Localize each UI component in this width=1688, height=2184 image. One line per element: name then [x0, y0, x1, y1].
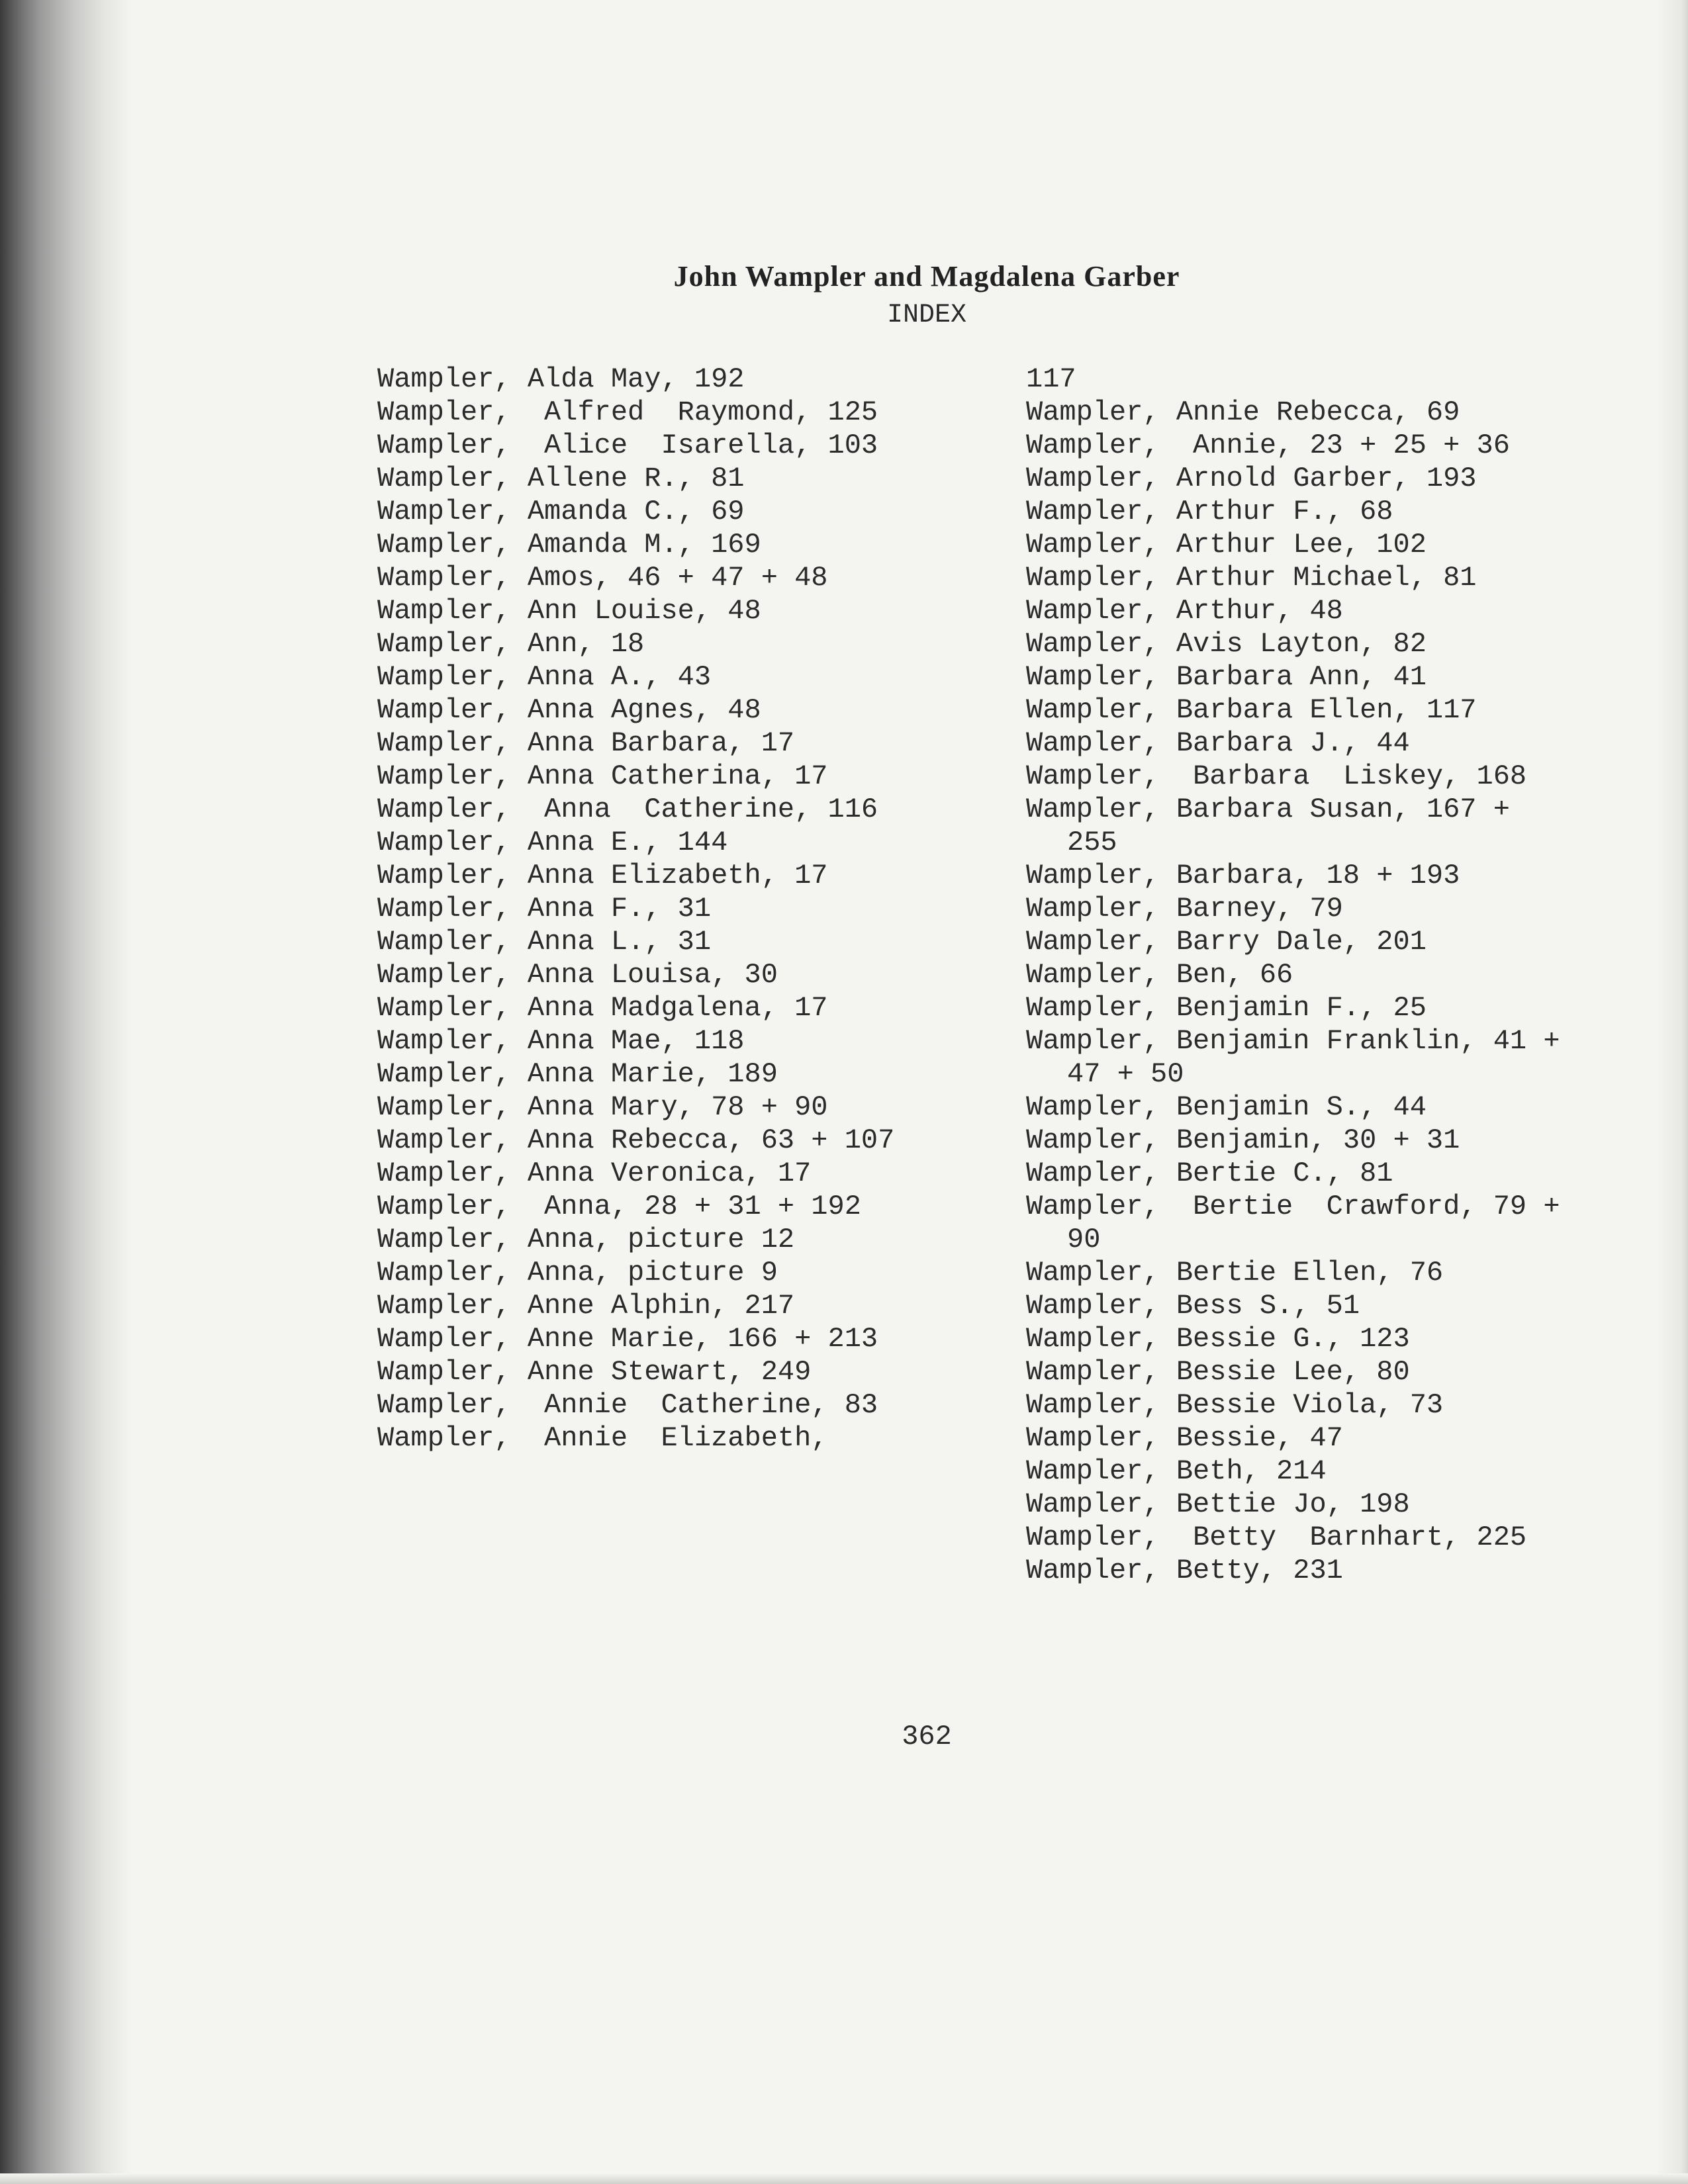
index-entry: Wampler, Benjamin S., 44	[1026, 1091, 1427, 1123]
page-subtitle: INDEX	[886, 300, 967, 330]
index-entry: Wampler, Barry Dale, 201	[1026, 926, 1427, 958]
page-number: 362	[902, 1721, 952, 1752]
index-entry: Wampler, Arthur Michael, 81	[1026, 562, 1477, 594]
index-entry: Wampler, Avis Layton, 82	[1026, 628, 1427, 660]
index-entry: Wampler, Arthur Lee, 102	[1026, 529, 1427, 561]
index-column-right	[1026, 363, 1575, 1587]
index-entry: Wampler, Bettie Jo, 198	[1026, 1488, 1410, 1520]
index-entry: Wampler, Beth, 214	[1026, 1455, 1327, 1487]
index-entry: Wampler, Anne Alphin, 217	[377, 1290, 795, 1322]
index-entry: Wampler, Anna Louisa, 30	[377, 959, 778, 991]
index-entry: Wampler, Benjamin F., 25	[1026, 992, 1427, 1024]
index-entry: Wampler, Annie, 23 + 25 + 36	[1026, 430, 1510, 461]
scan-bottom-edge	[0, 2173, 1688, 2184]
index-entry: Wampler, Anne Marie, 166 + 213	[377, 1323, 878, 1355]
index-column-left	[377, 363, 927, 1455]
index-entry: Wampler, Anna Veronica, 17	[377, 1158, 812, 1189]
index-entry: Wampler, Anna, picture 12	[377, 1224, 795, 1255]
index-entry: Wampler, Anna Madgalena, 17	[377, 992, 828, 1024]
index-entry: Wampler, Barbara, 18 + 193	[1026, 860, 1460, 891]
index-entry: Wampler, Ben, 66	[1026, 959, 1293, 991]
index-entry: Wampler, Anna A., 43	[377, 661, 712, 693]
index-entry: Wampler, Barbara Ellen, 117	[1026, 694, 1477, 726]
index-entry: Wampler, Bertie C., 81	[1026, 1158, 1393, 1189]
index-entry: Wampler, Anna, 28 + 31 + 192	[377, 1191, 861, 1222]
index-entry: Wampler, Bess S., 51	[1026, 1290, 1360, 1322]
index-entry: Wampler, Anna F., 31	[377, 893, 712, 925]
index-entry: Wampler, Amos, 46 + 47 + 48	[377, 562, 828, 594]
index-entry: Wampler, Barney, 79	[1026, 893, 1343, 925]
index-entry: Wampler, Amanda C., 69	[377, 496, 745, 527]
index-entry: Wampler, Anna Rebecca, 63 + 107	[377, 1124, 895, 1156]
index-entry: Wampler, Betty Barnhart, 225	[1026, 1522, 1527, 1553]
index-entry: Wampler, Annie Catherine, 83	[377, 1389, 878, 1421]
index-entry: Wampler, Barbara J., 44	[1026, 727, 1410, 759]
index-entry: Wampler, Anna Agnes, 48	[377, 694, 761, 726]
index-entry: Wampler, Allene R., 81	[377, 463, 745, 494]
index-entry: Wampler, Barbara Susan, 167 + 255	[1026, 794, 1527, 858]
index-entry: Wampler, Ann, 18	[377, 628, 645, 660]
index-entry: Wampler, Arnold Garber, 193	[1026, 463, 1477, 494]
index-entry: Wampler, Anna E., 144	[377, 827, 728, 858]
index-entry: Wampler, Anna L., 31	[377, 926, 712, 958]
index-entry: Wampler, Anna Catherina, 17	[377, 760, 828, 792]
index-entry: Wampler, Anna Mary, 78 + 90	[377, 1091, 828, 1123]
index-entry: Wampler, Barbara Liskey, 168	[1026, 760, 1527, 792]
index-entry: Wampler, Benjamin Franklin, 41 + 47 + 50	[1026, 1025, 1577, 1090]
index-entry: Wampler, Anna Catherine, 116	[377, 794, 878, 825]
index-entry: Wampler, Bessie, 47	[1026, 1422, 1343, 1454]
index-entry: Wampler, Annie Rebecca, 69	[1026, 396, 1460, 428]
index-entry: Wampler, Anne Stewart, 249	[377, 1356, 812, 1388]
index-entry: Wampler, Alice Isarella, 103	[377, 430, 878, 461]
index-entry: Wampler, Anna Elizabeth, 17	[377, 860, 828, 891]
index-entry: Wampler, Barbara Ann, 41	[1026, 661, 1427, 693]
index-entry: Wampler, Anna Mae, 118	[377, 1025, 745, 1057]
index-entry: Wampler, Arthur F., 68	[1026, 496, 1393, 527]
index-entry: 117	[1026, 363, 1076, 395]
index-entry: Wampler, Bertie Crawford, 79 + 90	[1026, 1191, 1577, 1255]
index-entry: Wampler, Alda May, 192	[377, 363, 745, 395]
index-entry: Wampler, Bessie Lee, 80	[1026, 1356, 1410, 1388]
page-title: John Wampler and Magdalena Garber	[673, 260, 1180, 293]
index-entry: Wampler, Bessie G., 123	[1026, 1323, 1410, 1355]
index-entry: Wampler, Annie Elizabeth,	[377, 1422, 828, 1454]
index-entry: Wampler, Betty, 231	[1026, 1555, 1343, 1586]
index-entry: Wampler, Anna, picture 9	[377, 1257, 778, 1289]
index-entry: Wampler, Bertie Ellen, 76	[1026, 1257, 1444, 1289]
index-entry: Wampler, Anna Barbara, 17	[377, 727, 795, 759]
index-entry: Wampler, Arthur, 48	[1026, 595, 1343, 627]
index-entry: Wampler, Amanda M., 169	[377, 529, 761, 561]
index-entry: Wampler, Anna Marie, 189	[377, 1058, 778, 1090]
index-entry: Wampler, Alfred Raymond, 125	[377, 396, 878, 428]
index-entry: Wampler, Ann Louise, 48	[377, 595, 761, 627]
index-entry: Wampler, Bessie Viola, 73	[1026, 1389, 1444, 1421]
index-entry: Wampler, Benjamin, 30 + 31	[1026, 1124, 1460, 1156]
